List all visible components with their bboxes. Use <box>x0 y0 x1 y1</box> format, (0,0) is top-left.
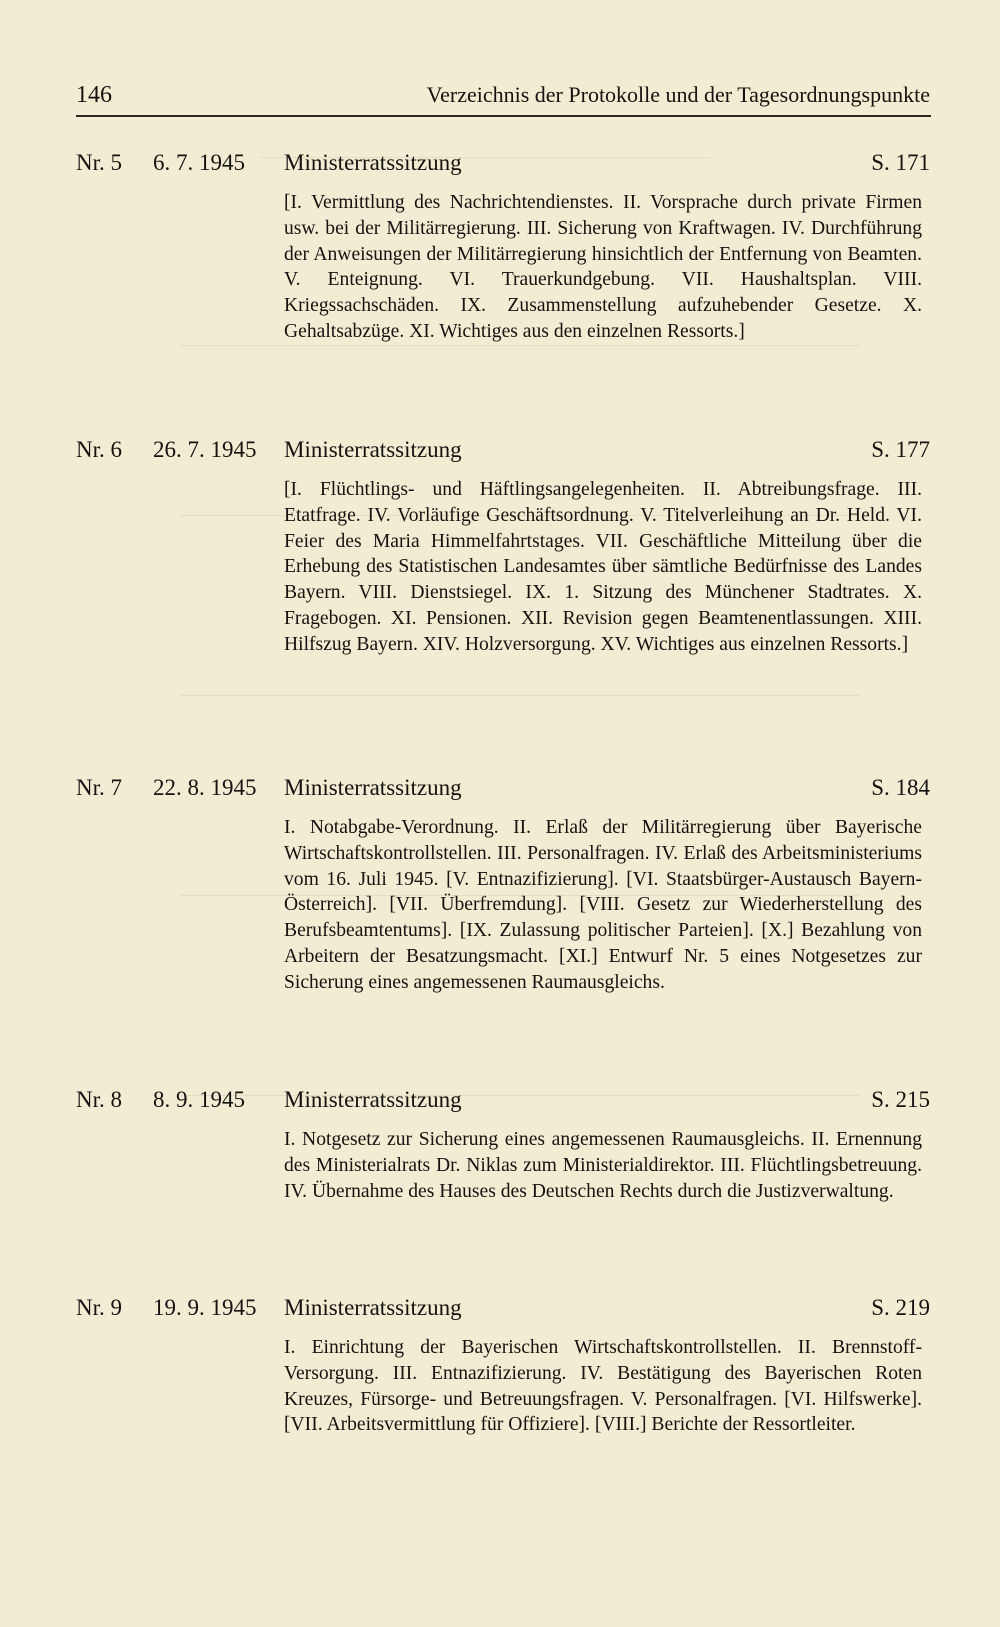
meeting-date: 22. 8. 1945 <box>153 775 257 800</box>
agenda-summary: [I. Vermittlung des Nachrichtendienstes. II. Vorsprache durch private Firmen usw. bei der Militärregierung. III. Sicherung von Kraftwagen. IV. Durchführung der Anweisungen der Militärregierung hinsichtlich der Entfernung von Beamten. V. Enteignung. VI. Trauerkundgebung. VII. Haushaltsplan. VIII. Kriegssachschäden. IX. Zusammenstellung aufzuhebender Gesetze. X. Gehaltsabzüge. XI. Wichtiges aus den einzelnen Ressorts.] <box>284 192 922 342</box>
meeting-date: 6. 7. 1945 <box>153 150 245 175</box>
meeting-title: Ministerratssitzung <box>284 1087 462 1112</box>
meeting-date: 8. 9. 1945 <box>153 1087 245 1112</box>
protocol-number: Nr. 6 <box>76 437 122 462</box>
page-reference: S. 177 <box>871 437 930 462</box>
running-head-title: Verzeichnis der Protokolle und der Tagesordnungspunkte <box>426 82 930 107</box>
header-rule <box>76 115 931 117</box>
agenda-summary: I. Einrichtung der Bayerischen Wirtschaftskontrollstellen. II. Brennstoff-Versorgung. III. Entnazifizierung. IV. Bestätigung des Bayerischen Roten Kreuzes, Fürsorge- und Betreuungsfragen. V. Personalfragen. [VI. Hilfswerke]. [VII. Arbeitsvermittlung für Offiziere]. [VIII.] Berichte der Ressortleiter. <box>284 1337 922 1436</box>
page-reference: S. 171 <box>871 150 930 175</box>
page-reference: S. 219 <box>871 1295 930 1320</box>
agenda-summary: I. Notabgabe-Verordnung. II. Erlaß der Militärregierung über Bayerische Wirtschaftskontrollstellen. III. Personalfragen. IV. Erlaß des Arbeitsministeriums vom 16. Juli 1945. [V. Entnazifizierung]. [VI. Staatsbürger-Austausch Bayern-Österreich]. [VII. Überfremdung]. [VIII. Gesetz zur Wiederherstellung des Berufsbeamtentums]. [IX. Zulassung politischer Parteien]. [X.] Bezahlung von Arbeitern der Besatzungsmacht. [XI.] Entwurf Nr. 5 eines Notgesetzes zur Sicherung eines angemessenen Raumausgleichs. <box>284 817 922 993</box>
page-reference: S. 215 <box>871 1087 930 1112</box>
meeting-title: Ministerratssitzung <box>284 1295 462 1320</box>
protocol-number: Nr. 8 <box>76 1087 122 1112</box>
meeting-title: Ministerratssitzung <box>284 775 462 800</box>
meeting-date: 19. 9. 1945 <box>153 1295 257 1320</box>
protocol-number: Nr. 5 <box>76 150 122 175</box>
protocol-number: Nr. 9 <box>76 1295 122 1320</box>
running-head <box>76 80 930 114</box>
agenda-summary: I. Notgesetz zur Sicherung eines angemessenen Raumausgleichs. II. Ernennung des Ministerialrats Dr. Niklas zum Ministerialdirektor. III. Flüchtlingsbetreuung. IV. Übernahme des Hauses des Deutschen Rechts durch die Justizverwaltung. <box>284 1129 922 1202</box>
page-reference: S. 184 <box>871 775 930 800</box>
page-number: 146 <box>76 82 112 108</box>
protocol-number: Nr. 7 <box>76 775 122 800</box>
meeting-date: 26. 7. 1945 <box>153 437 257 462</box>
meeting-title: Ministerratssitzung <box>284 150 462 175</box>
agenda-summary: [I. Flüchtlings- und Häftlingsangelegenheiten. II. Abtreibungsfrage. III. Etatfrage. IV. Vorläufige Geschäftsordnung. V. Titelverleihung an Dr. Held. VI. Feier des Maria Himmelfahrtstages. VII. Geschäftliche Mitteilung über die Erhebung des Statistischen Landesamtes über sämtliche Bedürfnisse des Landes Bayern. VIII. Dienstsiegel. IX. 1. Sitzung des Münchener Stadtrates. X. Fragebogen. XI. Pensionen. XII. Revision gegen Beamtenentlassungen. XIII. Hilfszug Bayern. XIV. Holzversorgung. XV. Wichtiges aus einzelnen Ressorts.] <box>284 479 922 655</box>
meeting-title: Ministerratssitzung <box>284 437 462 462</box>
